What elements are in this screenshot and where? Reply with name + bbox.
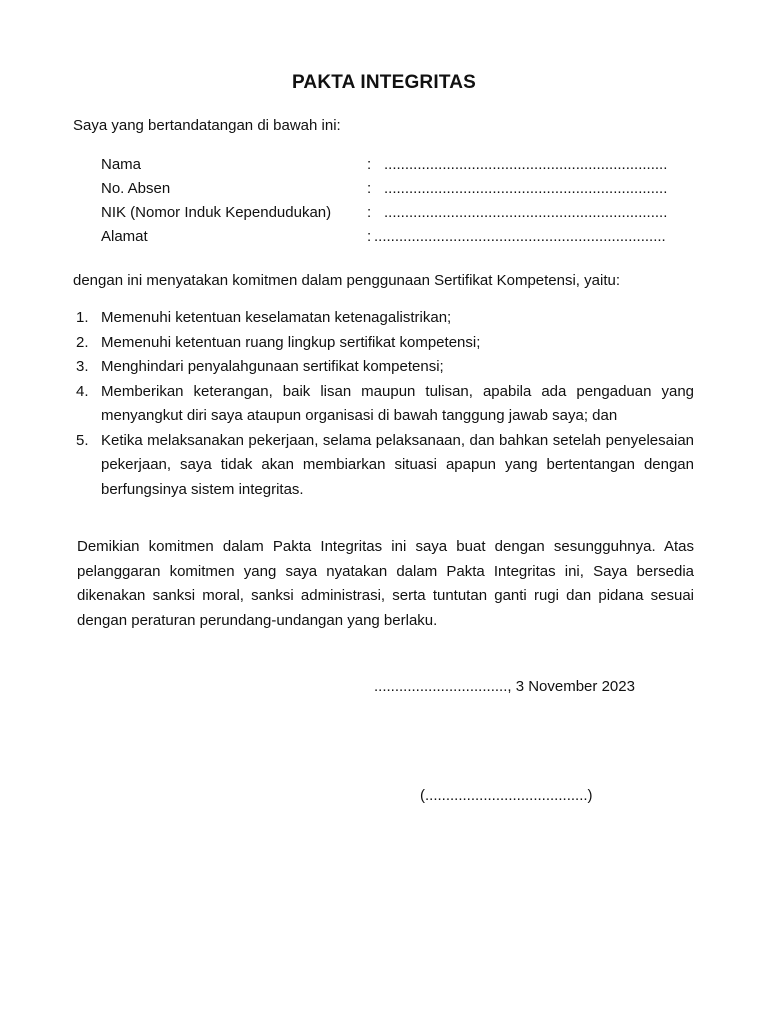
field-colon: : xyxy=(367,204,372,221)
list-item-number: 3. xyxy=(76,358,89,375)
list-item-text: Memenuhi ketentuan keselamatan ketenagalistrikan; xyxy=(101,309,452,326)
list-item xyxy=(76,429,694,503)
list-item-text: Ketika melaksanakan pekerjaan, selama pelaksanaan, dan bahkan setelah penyelesaian pekerjaan, saya tidak akan membiarkan situasi apapun yang bertentangan dengan berfungsinya sistem integritas. xyxy=(101,431,694,498)
field-colon: : xyxy=(367,180,372,197)
list-item-number: 2. xyxy=(76,333,89,351)
field-row-nama xyxy=(101,153,701,177)
field-value: .................................................................... xyxy=(384,156,668,173)
list-item-number: 5. xyxy=(76,431,89,449)
statement-text: dengan ini menyatakan komitmen dalam penggunaan Sertifikat Kompetensi, yaitu: xyxy=(73,272,620,289)
field-row-alamat xyxy=(101,225,701,249)
field-label: Nama xyxy=(101,156,142,173)
identity-fields xyxy=(101,153,701,249)
signature-line: (.......................................) xyxy=(420,787,593,804)
list-item xyxy=(76,306,694,331)
list-item xyxy=(76,331,694,356)
field-value: .................................................................... xyxy=(384,180,668,197)
list-item-text: Memberikan keterangan, baik lisan maupun tulisan, apabila ada pengaduan yang menyangkut diri saya ataupun organisasi di bawah tanggung jawab saya; dan xyxy=(101,382,694,424)
field-row-nik xyxy=(101,201,701,225)
field-value: .................................................................... xyxy=(384,204,668,221)
field-value: ...................................................................... xyxy=(374,228,666,245)
list-item-text: Memenuhi ketentuan ruang lingkup sertifikat kompetensi; xyxy=(101,333,481,351)
place-date-line: ................................, 3 November 2023 xyxy=(374,678,635,695)
list-item xyxy=(76,380,694,429)
field-colon: : xyxy=(367,156,372,173)
field-label: No. Absen xyxy=(101,180,171,197)
commitment-list xyxy=(76,306,694,502)
list-item-text: Menghindari penyalahgunaan sertifikat kompetensi; xyxy=(101,358,444,375)
field-row-no-absen xyxy=(101,177,701,201)
field-label: NIK (Nomor Induk Kependudukan) xyxy=(101,204,332,221)
list-item-number: 4. xyxy=(76,382,89,400)
closing-paragraph: Demikian komitmen dalam Pakta Integritas ini saya buat dengan sesungguhnya. Atas pelanggaran komitmen yang saya nyatakan dalam Pakta Integritas ini, Saya bersedia dikenakan sanksi moral, sanksi administrasi, serta tuntutan ganti rugi dan pidana sesuai dengan peraturan perundang-undangan yang berlaku. xyxy=(77,538,694,629)
field-colon: : xyxy=(367,228,372,245)
document-title: PAKTA INTEGRITAS xyxy=(291,72,477,93)
list-item-number: 1. xyxy=(76,309,89,326)
intro-text: Saya yang bertandatangan di bawah ini: xyxy=(73,117,341,134)
list-item xyxy=(76,355,694,380)
field-label: Alamat xyxy=(101,228,148,245)
